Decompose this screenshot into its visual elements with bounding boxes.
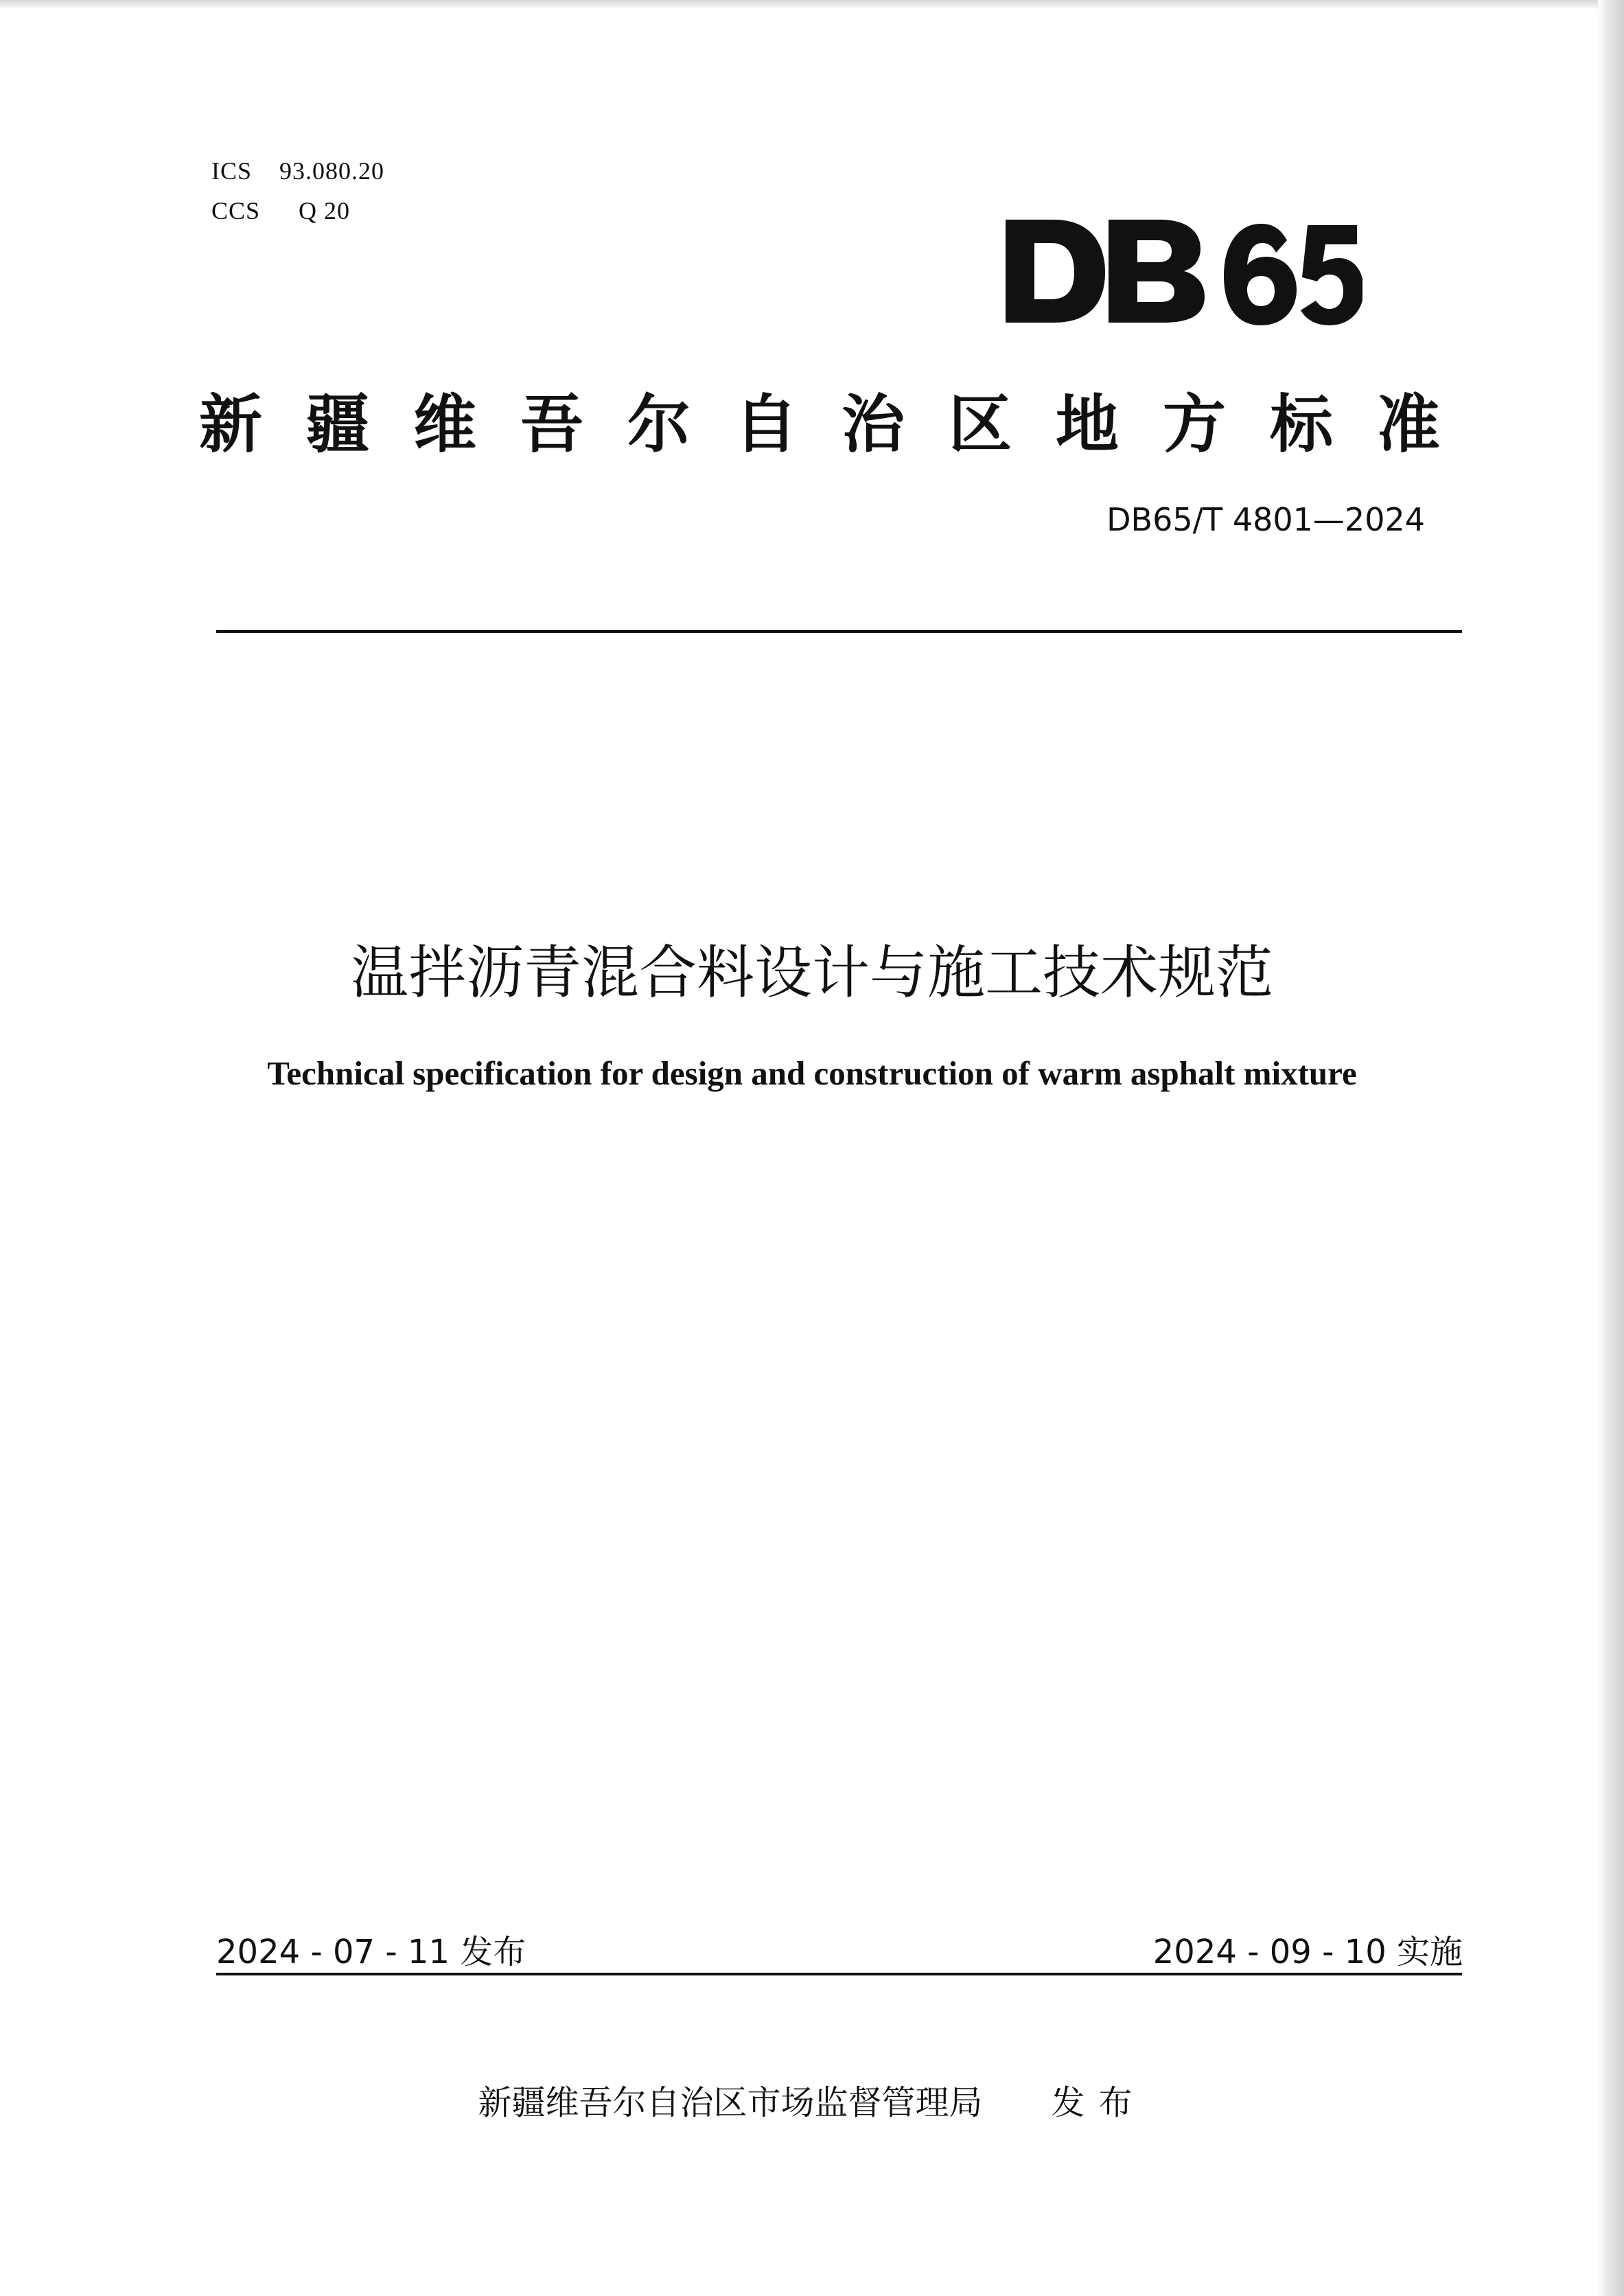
effective-date: 2024 - 09 - 10 实施 <box>1152 1933 1463 1971</box>
ics-code <box>211 156 384 185</box>
logo-digit-5 <box>1301 225 1362 325</box>
publisher-name: 新疆维吾尔自治区市场监督管理局 <box>478 2083 983 2122</box>
scan-top-shadow <box>0 0 1624 10</box>
ccs-code <box>211 196 350 225</box>
footer-divider <box>216 1973 1462 1975</box>
logo-letter-d <box>1006 220 1105 323</box>
title-english: Technical specification for design and construction of warm asphalt mixture <box>267 1054 1357 1092</box>
scan-right-edge <box>1598 0 1624 2296</box>
ics-value: 93.080.20 <box>279 157 385 185</box>
publisher-action: 发布 <box>1051 2083 1146 2122</box>
db65-logo <box>1006 213 1362 329</box>
title-chinese: 温拌沥青混合料设计与施工技术规范 <box>350 939 1273 1006</box>
publisher-line <box>0 2076 1624 2124</box>
publish-date: 2024 - 07 - 11 发布 <box>216 1933 526 1971</box>
ccs-value: Q 20 <box>299 197 351 224</box>
logo-letter-b <box>1109 220 1205 323</box>
standard-number: DB65/T 4801—2024 <box>1106 501 1425 538</box>
logo-digit-6 <box>1224 224 1297 325</box>
ics-label: ICS <box>211 157 253 185</box>
header-divider <box>216 630 1462 633</box>
ccs-label: CCS <box>211 197 261 224</box>
regional-standard-heading: 新疆维吾尔自治区地方标准 <box>199 388 1485 461</box>
